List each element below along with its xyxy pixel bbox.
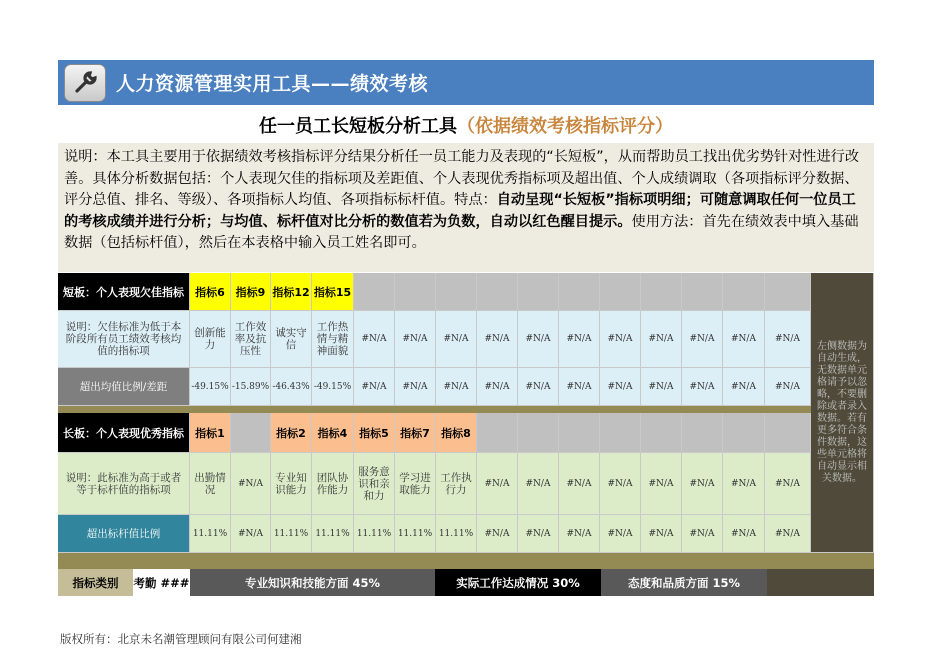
- long-header-cell: [518, 413, 559, 453]
- section-separator: [58, 406, 811, 413]
- short-board-label: 短板：个人表现欠佳指标: [58, 273, 190, 311]
- short-diff-value: #N/A: [641, 368, 682, 406]
- short-diff-value: #N/A: [395, 368, 436, 406]
- short-diff-value: -15.89%: [231, 368, 271, 406]
- short-header-cell: [395, 273, 436, 311]
- long-ratio-value: 11.11%: [436, 515, 477, 553]
- short-header-cell: [765, 273, 811, 311]
- short-indicator-name: #N/A: [765, 311, 811, 368]
- long-ratio-value: 11.11%: [395, 515, 436, 553]
- short-diff-value: #N/A: [518, 368, 559, 406]
- long-indicator-name: #N/A: [231, 453, 271, 515]
- short-diff-value: -46.43%: [271, 368, 312, 406]
- long-indicator-name: #N/A: [518, 453, 559, 515]
- long-desc-label: 说明：此标准为高于或者等于标杆值的指标项: [58, 453, 190, 515]
- long-ratio-value: #N/A: [477, 515, 518, 553]
- long-header-cell: [559, 413, 600, 453]
- attendance-category: 考勤 ###: [133, 569, 190, 596]
- page-title-paren: （依据绩效考核指标评分）: [457, 116, 673, 137]
- short-indicator-name: 工作效率及抗压性: [231, 311, 271, 368]
- short-indicator-name: #N/A: [641, 311, 682, 368]
- description-bold: 自动呈现“长短板”指标项明细；可随意调取任何一位员工的考核成绩并进行分析；与均值、标杆值对比分析的数值若为负数，自动以红色醒目提示。: [64, 192, 856, 230]
- short-header-cell: 指标9: [231, 273, 271, 311]
- short-header-cell: [518, 273, 559, 311]
- work-category: 实际工作达成情况 30%: [435, 569, 601, 596]
- long-header-cell: [600, 413, 641, 453]
- short-indicator-name: #N/A: [436, 311, 477, 368]
- short-indicator-name: #N/A: [518, 311, 559, 368]
- long-indicator-name: #N/A: [765, 453, 811, 515]
- section-separator: [58, 553, 874, 569]
- long-header-cell: [723, 413, 765, 453]
- short-indicator-name: #N/A: [559, 311, 600, 368]
- short-diff-value: #N/A: [436, 368, 477, 406]
- long-ratio-value: #N/A: [723, 515, 765, 553]
- page-title-main: 任一员工长短板分析工具: [259, 116, 457, 137]
- short-indicator-name: #N/A: [477, 311, 518, 368]
- short-indicator-name: 诚实守信: [271, 311, 312, 368]
- category-row: [58, 569, 874, 596]
- short-diff-value: #N/A: [354, 368, 395, 406]
- short-header-cell: [436, 273, 477, 311]
- copyright: 版权所有：北京未名潮管理顾问有限公司何建湘: [60, 632, 302, 646]
- long-indicator-name: #N/A: [600, 453, 641, 515]
- short-diff-value: -49.15%: [312, 368, 354, 406]
- long-indicator-name: 团队协作能力: [312, 453, 354, 515]
- attitude-category: 态度和品质方面 15%: [601, 569, 767, 596]
- long-indicator-name: #N/A: [723, 453, 765, 515]
- long-ratio-value: #N/A: [765, 515, 811, 553]
- long-indicator-name: 学习进取能力: [395, 453, 436, 515]
- long-header-cell: 指标8: [436, 413, 477, 453]
- long-ratio-label: 超出标杆值比例: [58, 515, 190, 553]
- long-indicator-name: 服务意识和亲和力: [354, 453, 395, 515]
- long-indicator-name: #N/A: [477, 453, 518, 515]
- long-ratio-value: #N/A: [518, 515, 559, 553]
- long-ratio-value: #N/A: [231, 515, 271, 553]
- professional-category: 专业知识和技能方面 45%: [190, 569, 435, 596]
- short-indicator-name: #N/A: [682, 311, 723, 368]
- category-label: 指标类别: [58, 569, 133, 596]
- short-header-cell: [600, 273, 641, 311]
- side-note: 左侧数据为自动生成，无数据单元格请予以忽略，不要删除或者录入数据。若有更多符合条件数据，这些单元格将自动显示相关数据。: [811, 273, 874, 553]
- long-header-cell: [682, 413, 723, 453]
- long-header-cell: 指标7: [395, 413, 436, 453]
- short-diff-value: #N/A: [559, 368, 600, 406]
- long-indicator-name: 工作执行力: [436, 453, 477, 515]
- short-indicator-name: #N/A: [354, 311, 395, 368]
- long-indicator-name: 专业知识能力: [271, 453, 312, 515]
- short-indicator-name: 工作热情与精神面貌: [312, 311, 354, 368]
- short-header-cell: [477, 273, 518, 311]
- short-diff-value: #N/A: [600, 368, 641, 406]
- long-header-cell: [477, 413, 518, 453]
- long-header-cell: [231, 413, 271, 453]
- short-header-cell: [354, 273, 395, 311]
- long-ratio-value: #N/A: [559, 515, 600, 553]
- short-diff-value: #N/A: [765, 368, 811, 406]
- short-diff-label: 超出均值比例/差距: [58, 368, 190, 406]
- description-text: 说明：本工具主要用于依据绩效考核指标评分结果分析任一员工能力及表现的“长短板”，从而帮助员工找出优劣势针对性进行改善。具体分析数据包括：个人表现欠佳的指标项及差距值、个人表现优秀指标项及超出值、个人成绩调取（各项指标评分数据、评分总值、排名、等级）、各项指标人均值、各项指标标杆值。特点：: [64, 149, 860, 208]
- long-header-cell: [641, 413, 682, 453]
- short-diff-value: #N/A: [723, 368, 765, 406]
- short-indicator-name: 创新能力: [190, 311, 231, 368]
- category-end: [767, 569, 874, 596]
- long-ratio-value: 11.11%: [312, 515, 354, 553]
- long-header-cell: [765, 413, 811, 453]
- short-header-cell: 指标6: [190, 273, 231, 311]
- long-ratio-value: #N/A: [600, 515, 641, 553]
- long-ratio-value: #N/A: [682, 515, 723, 553]
- wrench-icon: [64, 64, 106, 102]
- short-desc-label: 说明：欠佳标准为低于本阶段所有员工绩效考核均值的指标项: [58, 311, 190, 368]
- long-header-cell: 指标1: [190, 413, 231, 453]
- short-diff-value: #N/A: [682, 368, 723, 406]
- short-header-cell: 指标12: [271, 273, 312, 311]
- long-indicator-name: 出勤情况: [190, 453, 231, 515]
- long-ratio-value: 11.11%: [354, 515, 395, 553]
- long-ratio-value: #N/A: [641, 515, 682, 553]
- long-ratio-value: 11.11%: [190, 515, 231, 553]
- header-banner: [58, 60, 874, 105]
- short-header-cell: [559, 273, 600, 311]
- description-usage: 使用方法：首先在绩效表中填入基础数据（包括标杆值），然后在本表格中输入员工姓名即可。: [64, 213, 859, 251]
- long-header-cell: 指标4: [312, 413, 354, 453]
- short-header-cell: [723, 273, 765, 311]
- long-header-cell: 指标5: [354, 413, 395, 453]
- long-board-label: 长板：个人表现优秀指标: [58, 413, 190, 453]
- long-header-cell: 指标2: [271, 413, 312, 453]
- description-box: [58, 143, 874, 272]
- short-indicator-name: #N/A: [600, 311, 641, 368]
- short-indicator-name: #N/A: [395, 311, 436, 368]
- long-ratio-value: 11.11%: [271, 515, 312, 553]
- page-title: [58, 112, 874, 140]
- long-indicator-name: #N/A: [682, 453, 723, 515]
- short-header-cell: 指标15: [312, 273, 354, 311]
- short-header-cell: [682, 273, 723, 311]
- short-header-cell: [641, 273, 682, 311]
- short-diff-value: #N/A: [477, 368, 518, 406]
- analysis-grid: [58, 273, 874, 596]
- short-diff-value: -49.15%: [190, 368, 231, 406]
- long-indicator-name: #N/A: [641, 453, 682, 515]
- long-indicator-name: #N/A: [559, 453, 600, 515]
- short-indicator-name: #N/A: [723, 311, 765, 368]
- app-title: 人力资源管理实用工具——绩效考核: [116, 73, 429, 95]
